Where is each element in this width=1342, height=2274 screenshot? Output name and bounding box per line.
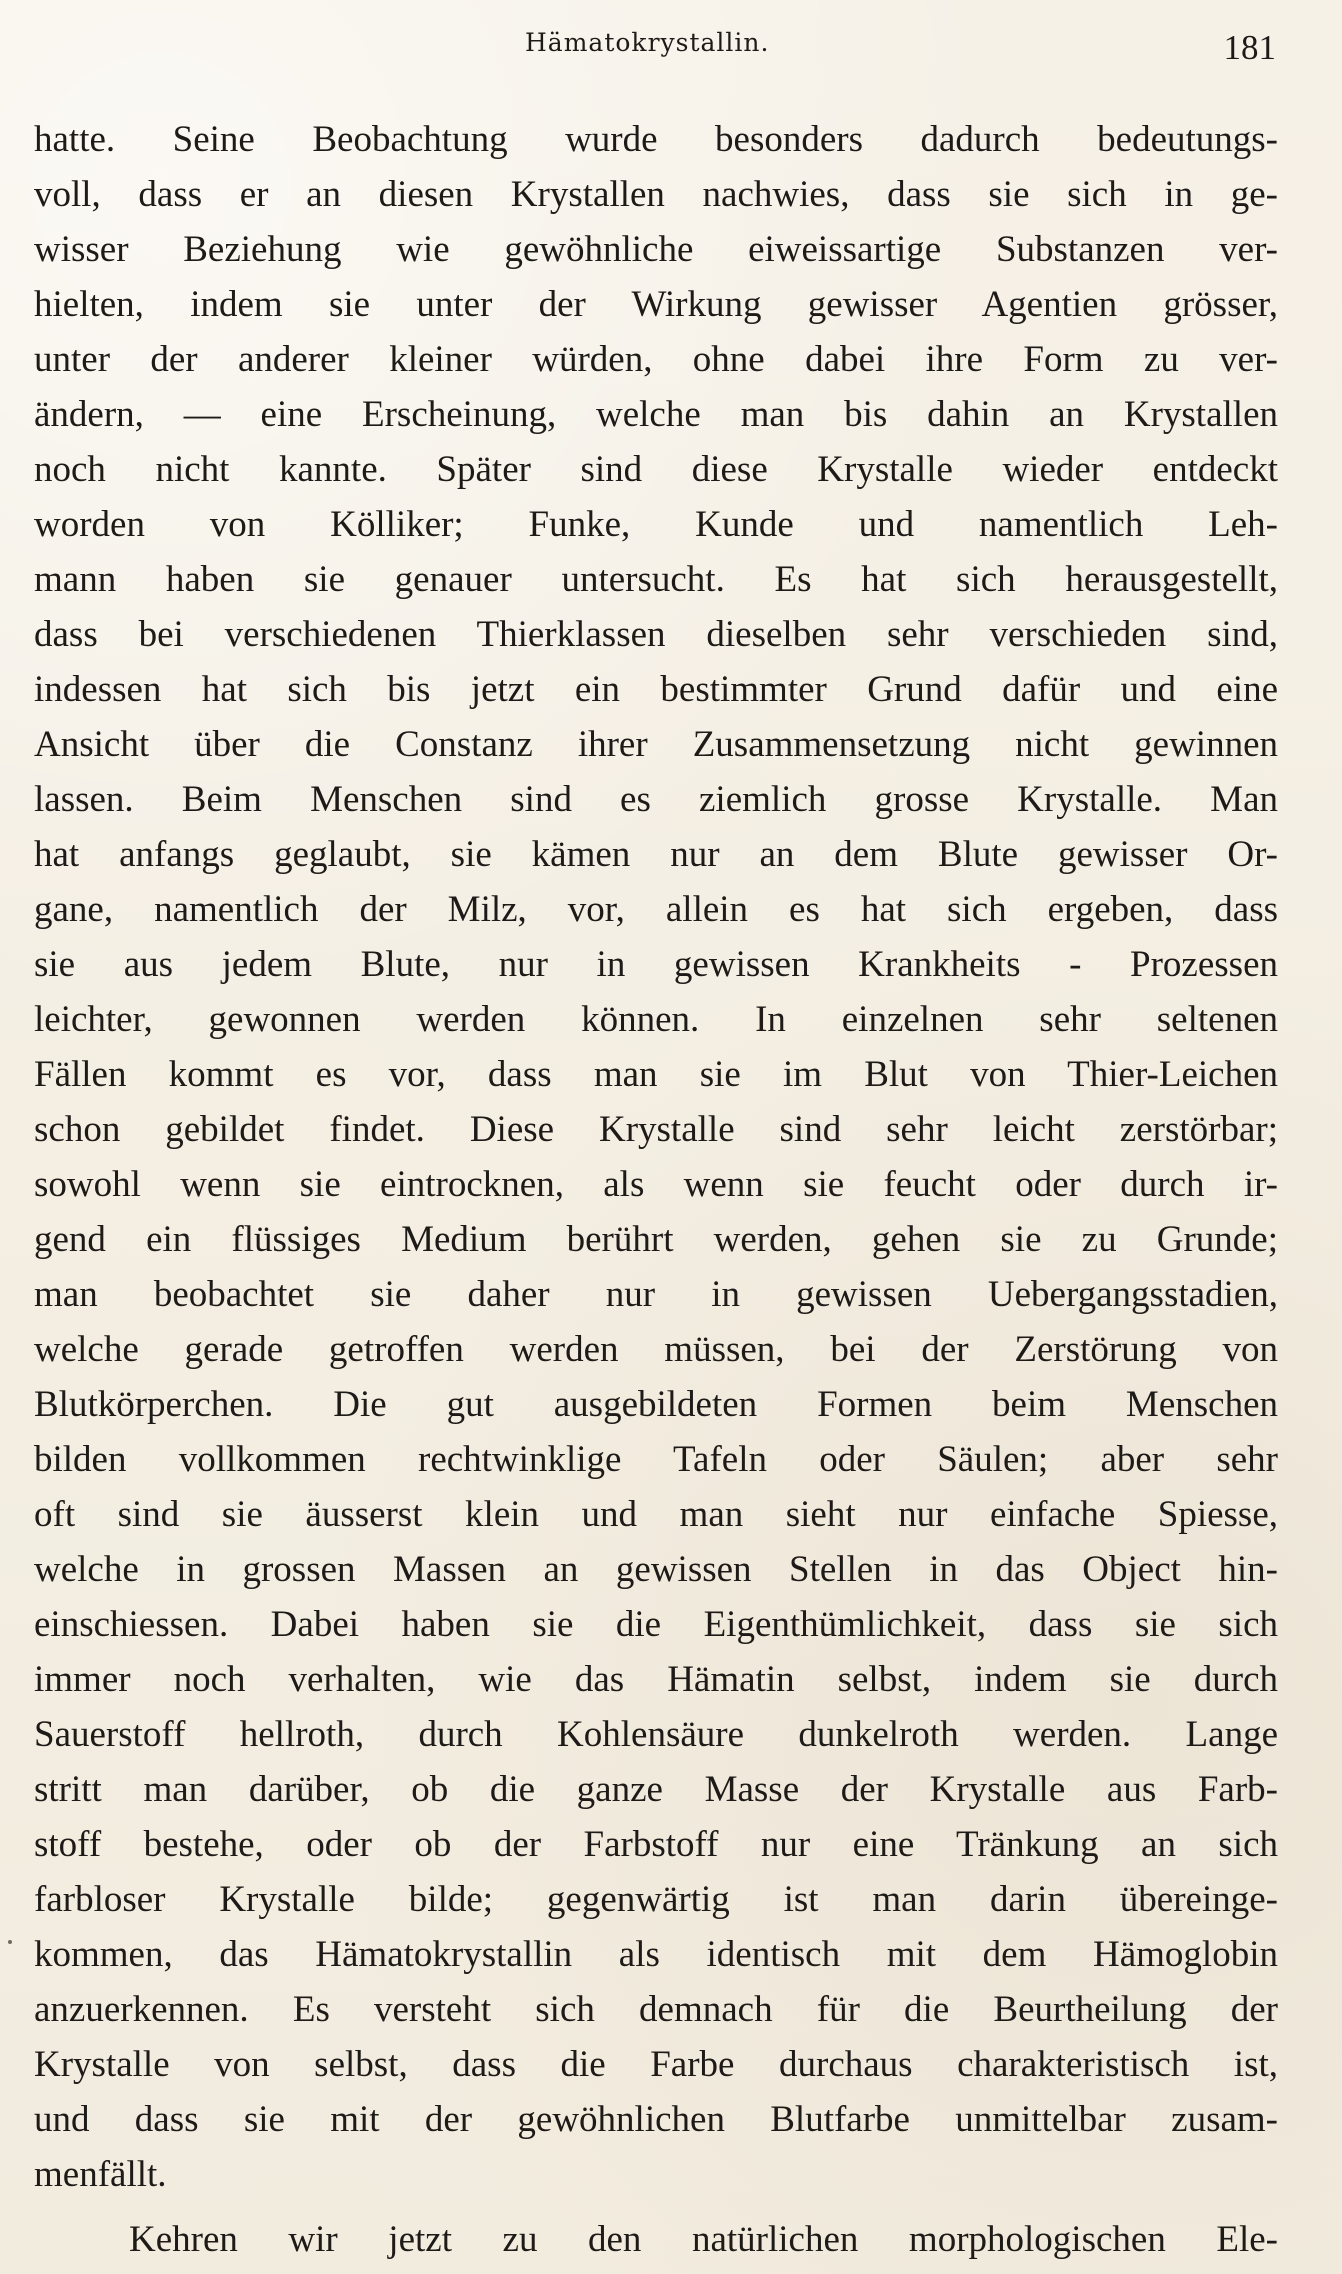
page-number: 181: [1223, 28, 1276, 67]
text-line: Sauerstoff hellroth, durch Kohlensäure dunkelroth werden. Lange: [34, 1714, 1278, 1755]
text-line: Fällen kommt es vor, dass man sie im Blut von Thier-Leichen: [34, 1054, 1278, 1095]
text-line: worden von Kölliker; Funke, Kunde und namentlich Leh-: [34, 504, 1278, 545]
text-line: lassen. Beim Menschen sind es ziemlich grosse Krystalle. Man: [34, 779, 1278, 820]
text-line: oft sind sie äusserst klein und man sieht nur einfache Spiesse,: [34, 1494, 1278, 1535]
text-line: kommen, das Hämatokrystallin als identisch mit dem Hämoglobin: [34, 1934, 1278, 1975]
text-line: ändern, — eine Erscheinung, welche man bis dahin an Krystallen: [34, 394, 1278, 435]
text-line: bilden vollkommen rechtwinklige Tafeln oder Säulen; aber sehr: [34, 1439, 1278, 1480]
text-line: sie aus jedem Blute, nur in gewissen Krankheits - Prozessen: [34, 944, 1278, 985]
text-line: leichter, gewonnen werden können. In einzelnen sehr seltenen: [34, 999, 1278, 1040]
text-line: dass bei verschiedenen Thierklassen dieselben sehr verschieden sind,: [34, 614, 1278, 655]
text-line: gend ein flüssiges Medium berührt werden, gehen sie zu Grunde;: [34, 1219, 1278, 1260]
text-line: Blutkörperchen. Die gut ausgebildeten Formen beim Menschen: [34, 1384, 1278, 1425]
text-line: man beobachtet sie daher nur in gewissen Uebergangsstadien,: [34, 1274, 1278, 1315]
text-line: noch nicht kannte. Später sind diese Krystalle wieder entdeckt: [34, 449, 1278, 490]
text-line: voll, dass er an diesen Krystallen nachwies, dass sie sich in ge-: [34, 174, 1278, 215]
text-line: welche gerade getroffen werden müssen, bei der Zerstörung von: [34, 1329, 1278, 1370]
running-header: [0, 24, 1342, 72]
text-line: gane, namentlich der Milz, vor, allein es hat sich ergeben, dass: [34, 889, 1278, 930]
text-line: indessen hat sich bis jetzt ein bestimmter Grund dafür und eine: [34, 669, 1278, 710]
text-line: hielten, indem sie unter der Wirkung gewisser Agentien grösser,: [34, 284, 1278, 325]
text-line: und dass sie mit der gewöhnlichen Blutfarbe unmittelbar zusam-: [34, 2099, 1278, 2140]
text-line: unter der anderer kleiner würden, ohne dabei ihre Form zu ver-: [34, 339, 1278, 380]
text-line: welche in grossen Massen an gewissen Stellen in das Object hin-: [34, 1549, 1278, 1590]
text-line: stritt man darüber, ob die ganze Masse der Krystalle aus Farb-: [34, 1769, 1278, 1810]
text-line: Ansicht über die Constanz ihrer Zusammensetzung nicht gewinnen: [34, 724, 1278, 765]
text-line: anzuerkennen. Es versteht sich demnach für die Beurtheilung der: [34, 1989, 1278, 2030]
text-line: stoff bestehe, oder ob der Farbstoff nur eine Tränkung an sich: [34, 1824, 1278, 1865]
paragraph-last-line: menfällt.: [34, 2154, 167, 2195]
text-line: schon gebildet findet. Diese Krystalle sind sehr leicht zerstörbar;: [34, 1109, 1278, 1150]
text-line: einschiessen. Dabei haben sie die Eigenthümlichkeit, dass sie sich: [34, 1604, 1278, 1645]
text-line: Krystalle von selbst, dass die Farbe durchaus charakteristisch ist,: [34, 2044, 1278, 2085]
text-line: mann haben sie genauer untersucht. Es hat sich herausgestellt,: [34, 559, 1278, 600]
text-line: immer noch verhalten, wie das Hämatin selbst, indem sie durch: [34, 1659, 1278, 1700]
body-text: [34, 112, 1278, 2260]
ink-speck: [8, 1940, 12, 1944]
running-title: Hämatokrystallin.: [525, 28, 770, 57]
text-line: farbloser Krystalle bilde; gegenwärtig ist man darin übereinge-: [34, 1879, 1278, 1920]
text-line: sowohl wenn sie eintrocknen, als wenn sie feucht oder durch ir-: [34, 1164, 1278, 1205]
text-line: wisser Beziehung wie gewöhnliche eiweissartige Substanzen ver-: [34, 229, 1278, 270]
text-line: hatte. Seine Beobachtung wurde besonders dadurch bedeutungs-: [34, 119, 1278, 160]
text-line: hat anfangs geglaubt, sie kämen nur an dem Blute gewisser Or-: [34, 834, 1278, 875]
paragraph-first-line: Kehren wir jetzt zu den natürlichen morphologischen Ele-: [129, 2219, 1278, 2260]
